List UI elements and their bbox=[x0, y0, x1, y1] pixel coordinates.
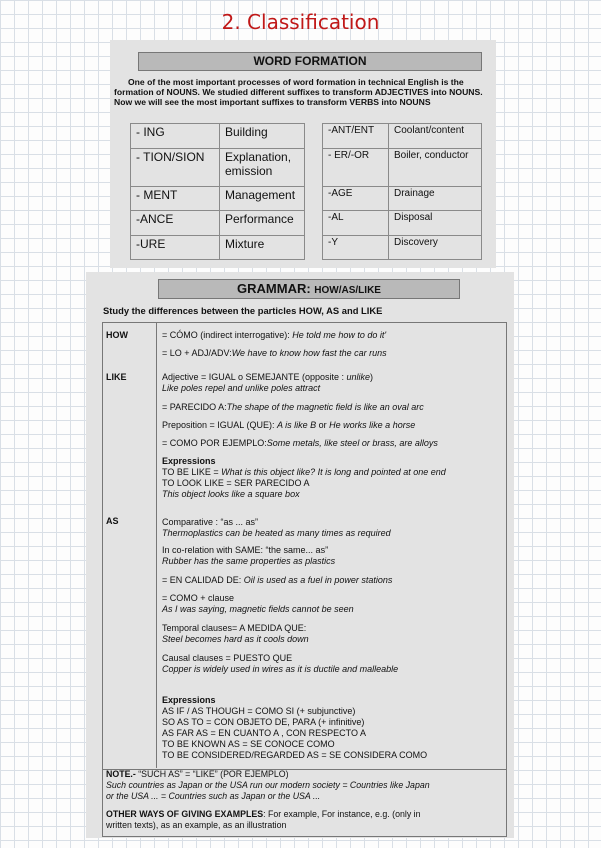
keyword-like: LIKE bbox=[106, 372, 127, 382]
suffix-cell: - TION/SION bbox=[131, 148, 220, 186]
as-expressions: Expressions AS IF / AS THOUGH = COMO SI (+ subjunctive) SO AS TO = CON OBJETO DE, PARA (+ infinitive) AS FAR AS = EN CUANTO A , CON RESPECTO A TO BE KNOWN AS = SE CONOCE COMO TO BE CONSIDERED/REGARDED AS = SE CONSIDERA COMO bbox=[162, 695, 428, 760]
keyword-as: AS bbox=[106, 516, 119, 526]
as-item-causal: Causal clauses = PUESTO QUE Copper is widely used in wires as it is ductile and malleable bbox=[162, 653, 399, 674]
suffix-cell: -ANT/ENT bbox=[323, 124, 389, 149]
table-row bbox=[131, 211, 305, 236]
suffix-cell: -URE bbox=[131, 235, 220, 260]
word-formation-section bbox=[110, 40, 496, 268]
example-cell: Coolant/content bbox=[389, 124, 482, 149]
example-cell: Disposal bbox=[389, 211, 482, 236]
example-cell: Explanation, emission bbox=[220, 148, 305, 186]
as-item-same: In co-relation with SAME: “the same... as” Rubber has the same properties as plastics bbox=[162, 545, 336, 566]
suffix-cell: - MENT bbox=[131, 186, 220, 211]
example-cell: Management bbox=[220, 186, 305, 211]
table-row bbox=[131, 148, 305, 186]
as-item-comparative: Comparative : “as ... as” Thermoplastics can be heated as many times as required bbox=[162, 517, 391, 538]
example-cell: Drainage bbox=[389, 186, 482, 211]
suffix-cell: - ER/-OR bbox=[323, 148, 389, 186]
suffix-table-left bbox=[130, 123, 305, 260]
as-item-temporal: Temporal clauses= A MEDIDA QUE: Steel becomes hard as it cools down bbox=[162, 623, 309, 644]
page-title: 2. Classification bbox=[221, 10, 380, 34]
like-item-preposition: Preposition = IGUAL (QUE): A is like B or He works like a horse bbox=[162, 420, 416, 430]
note-such-as: NOTE.- “SUCH AS” = “LIKE” (POR EJEMPLO) Such countries as Japan or the USA run our modern society = Countries like Japan or the USA ... = Countries such as Japan or the USA ... bbox=[106, 769, 430, 801]
keyword-how: HOW bbox=[106, 330, 128, 340]
as-item-clause: = COMO + clause As I was saying, magnetic fields cannot be seen bbox=[162, 593, 354, 614]
table-row bbox=[323, 186, 482, 211]
example-cell: Mixture bbox=[220, 235, 305, 260]
word-formation-intro: One of the most important processes of word formation in technical English is the formation of NOUNS. We studied different suffixes to transform ADJECTIVES into NOUNS. Now we will see the most important suffixes to transform VERBS into NOUNS bbox=[114, 77, 483, 107]
suffix-cell: -ANCE bbox=[131, 211, 220, 236]
column-divider bbox=[156, 322, 157, 768]
suffix-cell: - ING bbox=[131, 124, 220, 149]
like-expressions: Expressions TO BE LIKE = What is this object like? It is long and pointed at one end TO LOOK LIKE = SER PARECIDO A This object looks like a square box bbox=[162, 456, 446, 499]
grammar-header-main: GRAMMAR: bbox=[237, 281, 315, 296]
suffix-cell: -Y bbox=[323, 235, 389, 260]
suffix-cell: -AL bbox=[323, 211, 389, 236]
table-row bbox=[131, 124, 305, 149]
suffix-cell: -AGE bbox=[323, 186, 389, 211]
example-cell: Performance bbox=[220, 211, 305, 236]
table-row bbox=[323, 211, 482, 236]
table-row bbox=[131, 235, 305, 260]
suffix-table-right bbox=[322, 123, 482, 260]
table-row bbox=[323, 148, 482, 186]
how-item-2: = LO + ADJ/ADV:We have to know how fast the car runs bbox=[162, 348, 387, 358]
grammar-header bbox=[158, 279, 460, 299]
example-cell: Building bbox=[220, 124, 305, 149]
word-formation-header: WORD FORMATION bbox=[138, 52, 482, 71]
table-row bbox=[323, 235, 482, 260]
example-cell: Boiler, conductor bbox=[389, 148, 482, 186]
grammar-section bbox=[86, 272, 514, 838]
grammar-subtitle: Study the differences between the particles HOW, AS and LIKE bbox=[103, 305, 383, 316]
table-row bbox=[131, 186, 305, 211]
like-item-parecido: = PARECIDO A:The shape of the magnetic field is like an oval arc bbox=[162, 402, 424, 412]
table-row bbox=[323, 124, 482, 149]
grammar-header-sub: HOW/AS/LIKE bbox=[314, 285, 381, 296]
note-other-ways: OTHER WAYS OF GIVING EXAMPLES: For example, For instance, e.g. (only in written texts), as an example, as an illustration bbox=[106, 809, 421, 830]
like-item-adjective: Adjective = IGUAL o SEMEJANTE (opposite : unlike) Like poles repel and unlike poles attract bbox=[162, 372, 374, 393]
how-item-1: = CÓMO (indirect interrogative): He told me how to do it' bbox=[162, 330, 387, 340]
example-cell: Discovery bbox=[389, 235, 482, 260]
like-item-como: = COMO POR EJEMPLO:Some metals, like steel or brass, are alloys bbox=[162, 438, 438, 448]
as-item-calidad: = EN CALIDAD DE: Oil is used as a fuel in power stations bbox=[162, 575, 393, 585]
